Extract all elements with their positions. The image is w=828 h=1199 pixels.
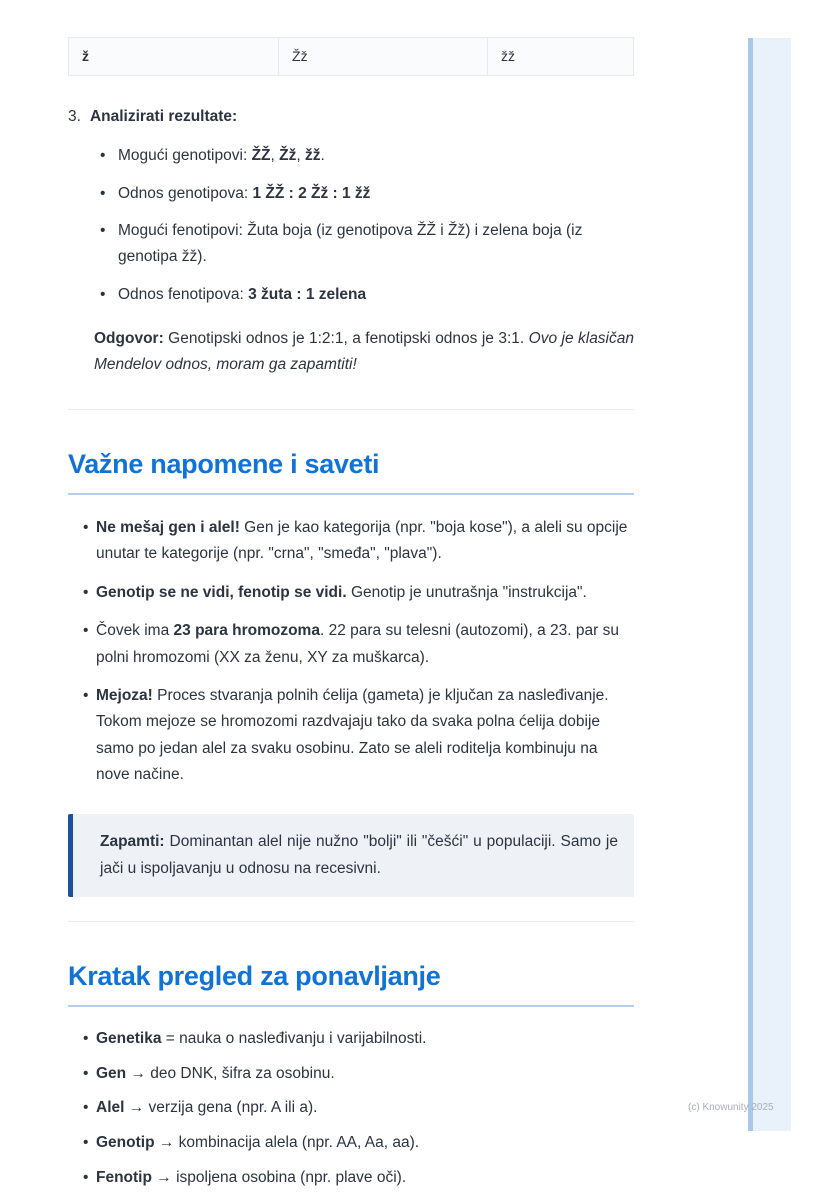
- notes-list: [83, 515, 634, 788]
- summary-list: [83, 1026, 634, 1190]
- list-item: • Ne mešaj gen i alel! Gen je kao kategorija (npr. "boja kose"), a aleli su opcije unutar te kategorije (npr. "crna", "smeđa", "plava").: [83, 515, 634, 568]
- list-item: • Genetika = nauka o nasleđivanju i varijabilnosti.: [83, 1026, 634, 1052]
- list-item: • Mejoza! Proces stvaranja polnih ćelija (gameta) je ključan za nasleđivanje. Tokom mejoze se hromozomi razdvajaju tako da svaka polna ćelija dobije samo po jedan alel za svaku osobinu. Zato se aleli roditelja kombinuju na nove načine.: [83, 683, 634, 788]
- list-item: • Genotip se ne vidi, fenotip se vidi. Genotip je unutrašnja "instrukcija".: [83, 580, 634, 606]
- list-item: • Odnos fenotipova: 3 žuta : 1 zelena: [100, 282, 634, 308]
- table-cell: žž: [487, 38, 633, 76]
- list-item: • Gen → deo DNK, šifra za osobinu.: [83, 1061, 634, 1087]
- divider: [68, 921, 634, 922]
- punnett-table: [68, 37, 634, 76]
- item-title: Analizirati rezultate:: [89, 108, 238, 125]
- list-item: • Genotip → kombinacija alela (npr. AA, Aa, aa).: [83, 1130, 634, 1156]
- table-cell: Žž: [279, 38, 488, 76]
- list-item: • Čovek ima 23 para hromozoma. 22 para su telesni (autozomi), a 23. par su polni hromozomi (XX za ženu, XY za muškarca).: [83, 618, 634, 671]
- list-item: • Odnos genotipova: 1 ŽŽ : 2 Žž : 1 žž: [100, 181, 634, 207]
- list-item: • Fenotip → ispoljena osobina (npr. plave oči).: [83, 1165, 634, 1191]
- document-page: [68, 0, 634, 1199]
- callout-box: [68, 814, 634, 897]
- list-item: • Alel → verzija gena (npr. A ili a).: [83, 1095, 634, 1121]
- table-row-header: ž: [69, 38, 279, 76]
- callout-text: Zapamti: Dominantan alel nije nužno "bolji" ili "češći" u populaciji. Samo je jači u ispoljavanju u odnosu na recesivni.: [100, 833, 618, 877]
- page-edge-decoration: [748, 38, 791, 1131]
- numbered-item: [68, 104, 634, 130]
- answer-paragraph: Odgovor: Genotipski odnos je 1:2:1, a fenotipski odnos je 3:1. Ovo je klasičan Mendelov odnos, moram ga zapamtiti!: [94, 330, 634, 374]
- watermark: (c) Knowunity 2025: [688, 1102, 774, 1113]
- section-heading-notes: Važne napomene i saveti: [68, 448, 634, 495]
- divider: [68, 409, 634, 410]
- table-row: [69, 38, 634, 76]
- analysis-list: [100, 143, 634, 308]
- section-heading-summary: Kratak pregled za ponavljanje: [68, 960, 634, 1007]
- list-item: • Mogući genotipovi: ŽŽ, Žž, žž.: [100, 143, 634, 169]
- list-item: • Mogući fenotipovi: Žuta boja (iz genotipova ŽŽ i Žž) i zelena boja (iz genotipa žž).: [100, 218, 634, 271]
- item-number: 3.: [68, 108, 81, 125]
